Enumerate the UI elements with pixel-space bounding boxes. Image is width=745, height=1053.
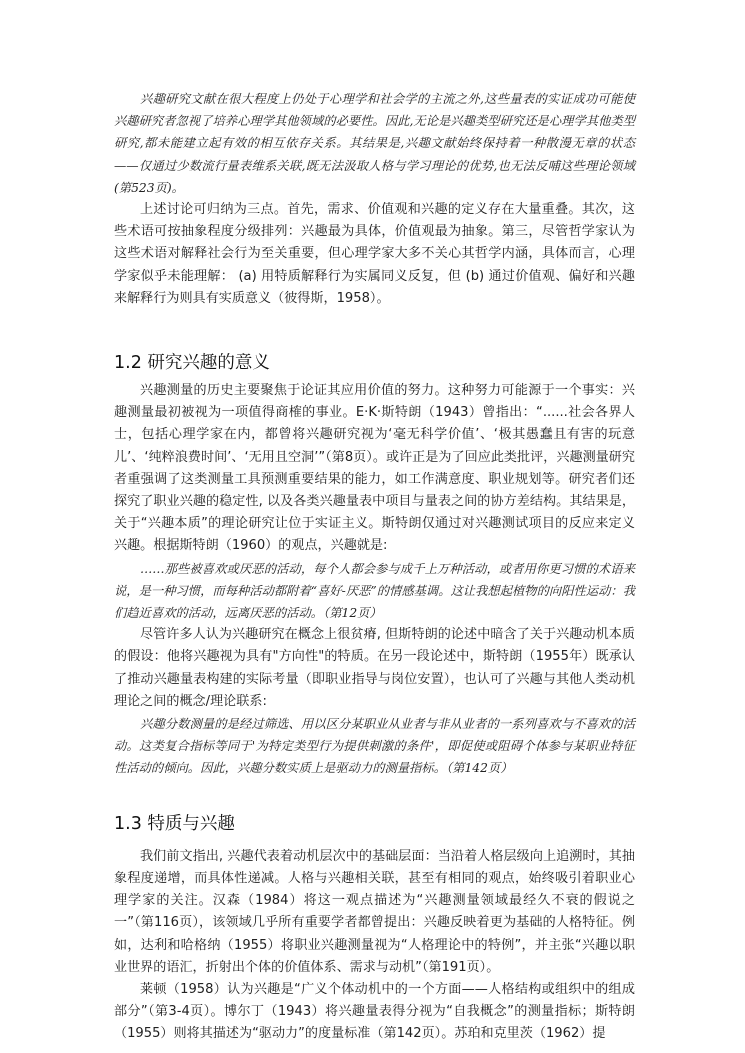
body-paragraph-1: 上述讨论可归纳为三点。首先，需求、价值观和兴趣的定义存在大量重叠。其次，这些术语可按抽象程度分级排列：兴趣最为具体，价值观最为抽象。第三，尽管哲学家认为这些术语对解释社会行为至关重要，但心理学家大多不关心其哲学内涵，具体而言，心理学家似乎未能理解： (a) 用特质解释行为实属同义反复，但 (b) 通过价值观、偏好和兴趣来解释行为则具有实质意义（彼得斯，1958）。 (114, 202, 635, 306)
section-heading-1-2: 1.2 研究兴趣的意义 (114, 353, 270, 374)
body-paragraph-4: 我们前文指出, 兴趣代表着动机层次中的基础层面：当沿着人格层级向上追溯时，其抽象程度递增，而具体性递减。人格与兴趣相关联，甚至有相同的观点，始终吸引着职业心理学家的关注。汉森（1984）将这一观点描述为“兴趣测量领域最经久不衰的假说之一”（第116页），该领域几乎所有重要学者都曾提出：兴趣反映着更为基础的人格特征。例如，达利和哈格纳（1955）将职业兴趣测量视为“人格理论中的特例”，并主张“兴趣以职业世界的语汇，折射出个体的价值体系、需求与动机”（第191页）。 (114, 848, 635, 975)
section-heading-1-3: 1.3 特质与兴趣 (114, 813, 235, 834)
body-paragraph-2: 兴趣测量的历史主要聚焦于论证其应用价值的努力。这种努力可能源于一个事实：兴趣测量最初被视为一项值得商榷的事业。E·K·斯特朗（1943）曾指出：“......社会各界人士，包括心理学家在内，都曾将兴趣研究视为‘毫无科学价值’、‘极其愚蠢且有害的玩意儿’、‘纯粹浪费时间’、‘无用且空洞’”（第8页）。或许正是为了回应此类批评，兴趣测量研究者重强调了这类测量工具预测重要结果的能力，如工作满意度、职业规划等。研究者们还探究了职业兴趣的稳定性, 以及各类兴趣量表中项目与量表之间的协方差结构。其结果是，关于“兴趣本质”的理论研究让位于实证主义。斯特朗仅通过对兴趣测试项目的反应来定义兴趣。根据斯特朗（1960）的观点，兴趣就是: (114, 383, 635, 554)
quote-block-1: 兴趣研究文献在很大程度上仍处于心理学和社会学的主流之外,这些量表的实证成功可能使兴趣研究者忽视了培养心理学其他领域的必要性。因此,无论是兴趣类型研究还是心理学其他类型研究,都未能建立起有效的相互依存关系。其结果是,兴趣文献始终保持着一种散漫无章的状态——仅通过少数流行量表维系关联,既无法汲取人格与学习理论的优势,也无法反哺这些理论领域(第523页)。 (114, 92, 635, 195)
body-paragraph-3: 尽管许多人认为兴趣研究在概念上很贫瘠, 但斯特朗的论述中暗含了关于兴趣动机本质的假设：他将兴趣视为具有"方向性"的特质。在另一段论述中，斯特朗（1955年）既承认了推动兴趣量表构建的实际考量（即职业指导与岗位安置），也认可了兴趣与其他人类动机理论之间的概念/理论联系: (114, 627, 635, 709)
quote-block-2: ……那些被喜欢或厌恶的活动，每个人都会参与成千上万种活动，或者用你更习惯的术语来说，是一种习惯，而每种活动都附着“喜好-厌恶”的情感基调。这让我想起植物的向阳性运动：我们趋近喜欢的活动，远离厌恶的活动。（第12页） (114, 561, 635, 621)
body-paragraph-5: 莱顿（1958）认为兴趣是“广义个体动机中的一个方面——人格结构或组织中的组成部分”（第3-4页）。博尔丁（1943）将兴趣量表得分视为“自我概念”的测量指标；斯特朗（1955）则将其描述为“驱动力”的度量标准（第142页）。苏珀和克里茨（1962）提 (114, 981, 635, 1042)
quote-block-3: 兴趣分数测量的是经过筛选、用以区分某职业从业者与非从业者的一系列喜欢与不喜欢的活动。这类复合指标等同于'为特定类型行为提供刺激的条件'，即促使或阻碍个体参与某职业特征性活动的倾向。因此，兴趣分数实质上是驱动力的测量指标。（第142页） (114, 717, 635, 776)
